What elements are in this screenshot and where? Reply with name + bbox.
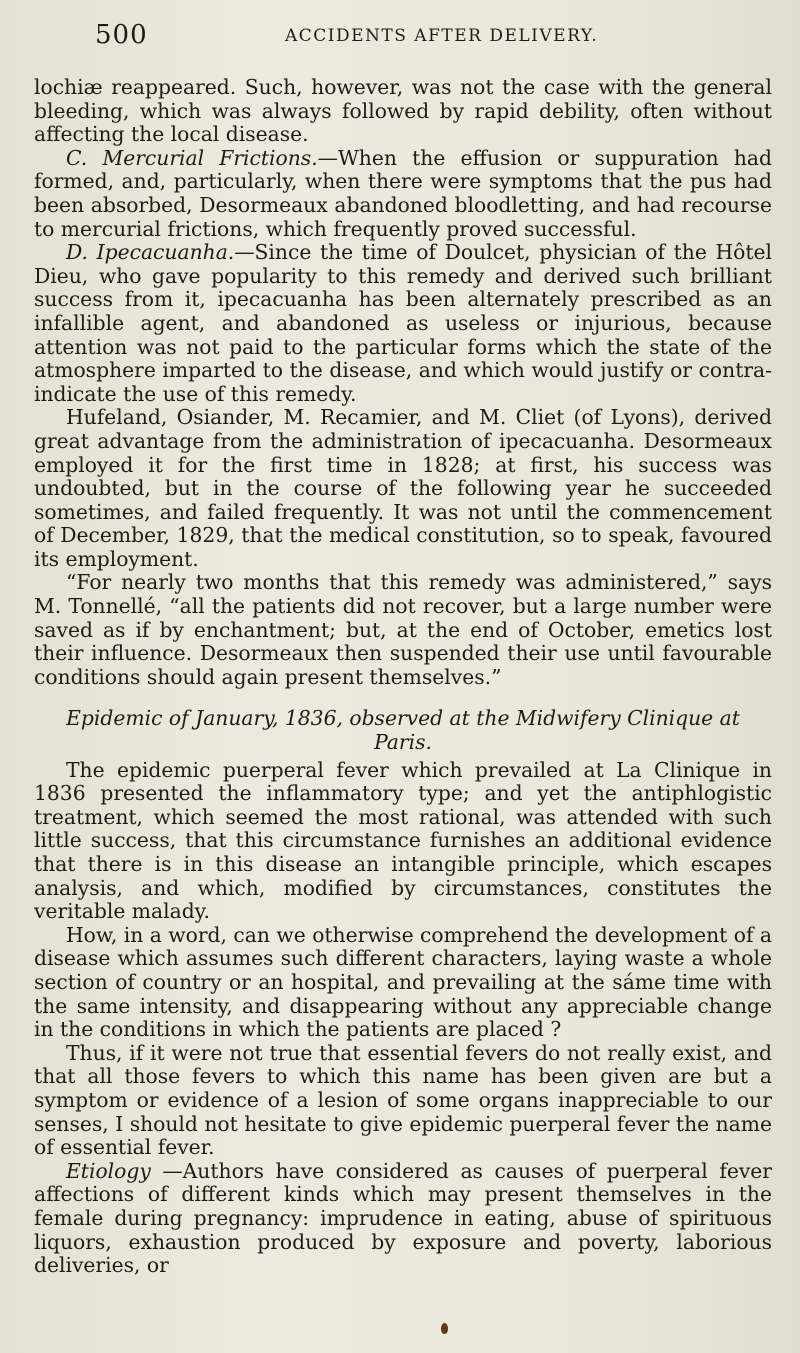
paragraph: Hufeland, Osiander, M. Recamier, and M. Cliet (of Lyons), derived great advantage from the administration of ipecacuanha. Desormeaux employed it for the first time in 1828; at first, his success was undoubted, but in the course of the following year he succeeded sometimes, and failed frequently. It was not until the commencement of December, 1829, that the medical constitution, so to speak, favoured its employment. xyxy=(34,405,772,571)
paragraph: How, in a word, can we otherwise comprehend the development of a disease which assumes such different characters, laying waste a whole section of country or an hospital, and prevailing at the sáme time with the same intensity, and disappearing without any appreciable change in the conditions in which the patients are placed ? xyxy=(34,922,772,1042)
section-heading: Epidemic of January, 1836, observed at the Midwifery Clinique at Paris. xyxy=(66,706,740,755)
paragraph-mercurial-frictions xyxy=(34,147,772,241)
paragraph: The epidemic puerperal fever which prevailed at La Clinique in 1836 presented the inflammatory type; and yet the antiphlogistic treatment, which seemed the most rational, was attended with such little success, that this circumstance furnishes an additional evidence that there is in this disease an intangible principle, which escapes analysis, and which, modified by circumstances, constitutes the veritable malady. xyxy=(34,757,772,924)
paragraph-ipecacuanha xyxy=(34,241,772,406)
running-head: ACCIDENTS AFTER DELIVERY. xyxy=(285,26,599,46)
paragraph: lochiæ reappeared. Such, however, was not the case with the general bleeding, which was always followed by rapid debility, often without affecting the local disease. xyxy=(34,75,772,147)
paragraph-lead: D. Ipecacuanha. xyxy=(66,240,235,265)
paragraph: Thus, if it were not true that essential fevers do not really exist, and that all those fevers to which this name has been given are but a symptom or evidence of a lesion of some organs inappreciable to our senses, I should not hesitate to give epidemic puerperal fever the name of essential fever. xyxy=(34,1040,772,1160)
paragraph-body: —Since the time of Doulcet, physician of the Hôtel Dieu, who gave popularity to this remedy and derived such brilliant success from it, ipecacuanha has been alternately prescribed as an infallible agent, and abandoned as useless or injurious, because attention was not paid to the particular forms which the state of the atmosphere imparted to the disease, and which would justify or contra-indicate the use of this remedy. xyxy=(34,240,772,406)
paragraph-etiology xyxy=(34,1160,772,1278)
paragraph-lead: Etiology xyxy=(66,1158,151,1183)
paragraph-body: —Authors have considered as causes of puerperal fever affections of different kinds which may present themselves in the female during pregnancy: imprudence in eating, abuse of spirituous liquors, exhaustion produced by exposure and poverty, laborious deliveries, or xyxy=(34,1158,772,1278)
body-text xyxy=(34,76,772,1278)
page-header xyxy=(95,20,760,56)
page-number: 500 xyxy=(95,20,148,50)
ink-mark xyxy=(441,1323,448,1334)
paragraph-lead: C. Mercurial Frictions. xyxy=(66,145,318,170)
paragraph-quotation: “For nearly two months that this remedy was administered,” says M. Tonnellé, “all the patients did not recover, but a large number were saved as if by enchantment; but, at the end of October, emetics lost their influence. Desormeaux then suspended their use until favourable conditions should again present themselves.” xyxy=(34,570,772,689)
paragraph-body: —When the effusion or suppuration had formed, and, particularly, when there were symptoms that the pus had been absorbed, Desormeaux abandoned bloodletting, and had recourse to mercurial frictions, which frequently proved successful. xyxy=(34,145,773,241)
